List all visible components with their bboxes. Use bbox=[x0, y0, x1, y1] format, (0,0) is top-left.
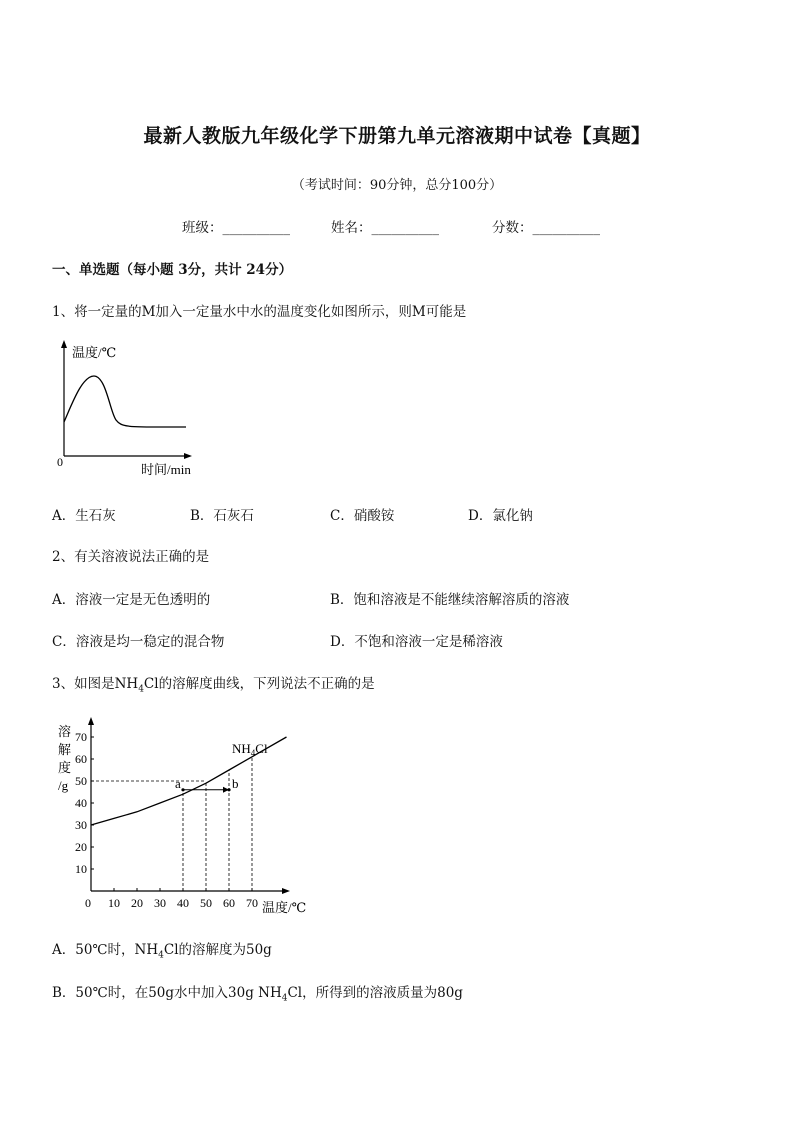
q3-a-post: Cl的溶解度为50g bbox=[163, 942, 272, 958]
class-blank[interactable]: __________ bbox=[222, 220, 290, 236]
series-label bbox=[232, 741, 268, 758]
name-blank[interactable]: __________ bbox=[371, 220, 439, 236]
point-label-b: b bbox=[232, 775, 239, 791]
chart-ylabel-3: 度 bbox=[58, 760, 72, 775]
x-tick-label: 20 bbox=[131, 896, 143, 910]
temperature-graph bbox=[50, 338, 210, 480]
temperature-curve bbox=[64, 376, 186, 427]
q3-text-post: Cl的溶解度曲线，下列说法不正确的是 bbox=[143, 676, 375, 692]
solubility-chart bbox=[50, 712, 320, 922]
chart-y-arrow bbox=[88, 717, 94, 725]
series-label-end: Cl bbox=[255, 741, 268, 756]
series-label-sub: 4 bbox=[250, 748, 256, 758]
point-label-a: a bbox=[175, 775, 181, 791]
series-label-main: NH bbox=[232, 741, 251, 756]
point-b bbox=[227, 788, 230, 791]
q2-option-c[interactable]: C．溶液是均一稳定的混合物 bbox=[52, 634, 225, 650]
chart-ylabel-1: 溶 bbox=[58, 724, 72, 739]
x-tick-label: 10 bbox=[108, 896, 120, 910]
question-1: 1、将一定量的M加入一定量水中水的温度变化如图所示，则M可能是 bbox=[52, 304, 467, 320]
section-heading: 一、单选题（每小题 3分，共计 24分） bbox=[52, 262, 293, 278]
q2-option-b[interactable]: B．饱和溶液是不能继续溶解溶质的溶液 bbox=[330, 592, 570, 608]
x-tick-label: 0 bbox=[85, 896, 91, 910]
q3-a-sub: 4 bbox=[158, 950, 164, 961]
graph1-xlabel: 时间/min bbox=[141, 462, 191, 477]
question-2: 2、有关溶液说法正确的是 bbox=[52, 549, 210, 565]
q3-option-a[interactable] bbox=[52, 938, 272, 961]
score-blank[interactable]: __________ bbox=[532, 220, 600, 236]
q3-text-sub: 4 bbox=[138, 684, 144, 695]
question-3 bbox=[52, 672, 375, 695]
score-label: 分数： bbox=[492, 220, 533, 236]
q3-b-pre: B．50℃时，在50g水中加入30g NH bbox=[52, 985, 282, 1001]
q3-b-post: Cl，所得到的溶液质量为80g bbox=[287, 985, 463, 1001]
chart-xlabel: 温度/℃ bbox=[262, 900, 307, 915]
score-field[interactable] bbox=[492, 216, 600, 236]
graph1-ylabel: 温度/℃ bbox=[72, 345, 117, 360]
x-tick-label: 30 bbox=[154, 896, 166, 910]
y-tick-label: 40 bbox=[75, 796, 87, 810]
y-tick-label: 30 bbox=[75, 818, 87, 832]
chart-ylabel-2: 解 bbox=[58, 742, 72, 757]
y-tick-label: 50 bbox=[75, 774, 87, 788]
x-tick-label: 50 bbox=[200, 896, 212, 910]
q1-option-d[interactable]: D．氯化钠 bbox=[468, 508, 533, 524]
class-label: 班级： bbox=[182, 220, 223, 236]
q3-b-sub: 4 bbox=[281, 993, 288, 1004]
class-field[interactable] bbox=[182, 216, 290, 236]
q1-option-c[interactable]: C．硝酸铵 bbox=[330, 508, 395, 524]
q3-text-pre: 3、如图是NH bbox=[52, 676, 139, 692]
graph1-x-arrow bbox=[184, 453, 192, 459]
q2-option-d[interactable]: D．不饱和溶液一定是稀溶液 bbox=[330, 634, 503, 650]
graph1-origin: 0 bbox=[57, 455, 63, 469]
exam-subtitle: （考试时间：90分钟，总分100分） bbox=[291, 178, 503, 193]
q3-a-pre: A．50℃时，NH bbox=[52, 942, 159, 958]
x-tick-label: 40 bbox=[177, 896, 189, 910]
y-tick-label: 20 bbox=[75, 840, 87, 854]
q1-option-a[interactable]: A．生石灰 bbox=[52, 508, 116, 524]
graph1-y-arrow bbox=[61, 340, 67, 348]
y-tick-label: 60 bbox=[75, 752, 87, 766]
x-tick-label: 70 bbox=[246, 896, 258, 910]
point-a bbox=[181, 788, 184, 791]
exam-title: 最新人教版九年级化学下册第九单元溶液期中试卷【真题】 bbox=[143, 125, 651, 147]
name-field[interactable] bbox=[331, 216, 439, 236]
q1-option-b[interactable]: B．石灰石 bbox=[190, 508, 254, 524]
q2-option-a[interactable]: A．溶液一定是无色透明的 bbox=[52, 592, 211, 608]
chart-ylabel-4: /g bbox=[58, 778, 69, 793]
y-tick-label: 10 bbox=[75, 862, 87, 876]
name-label: 姓名： bbox=[331, 220, 372, 236]
q3-option-b[interactable] bbox=[52, 981, 463, 1004]
y-tick-label: 70 bbox=[75, 730, 87, 744]
x-tick-label: 60 bbox=[223, 896, 235, 910]
chart-x-arrow bbox=[282, 888, 290, 894]
